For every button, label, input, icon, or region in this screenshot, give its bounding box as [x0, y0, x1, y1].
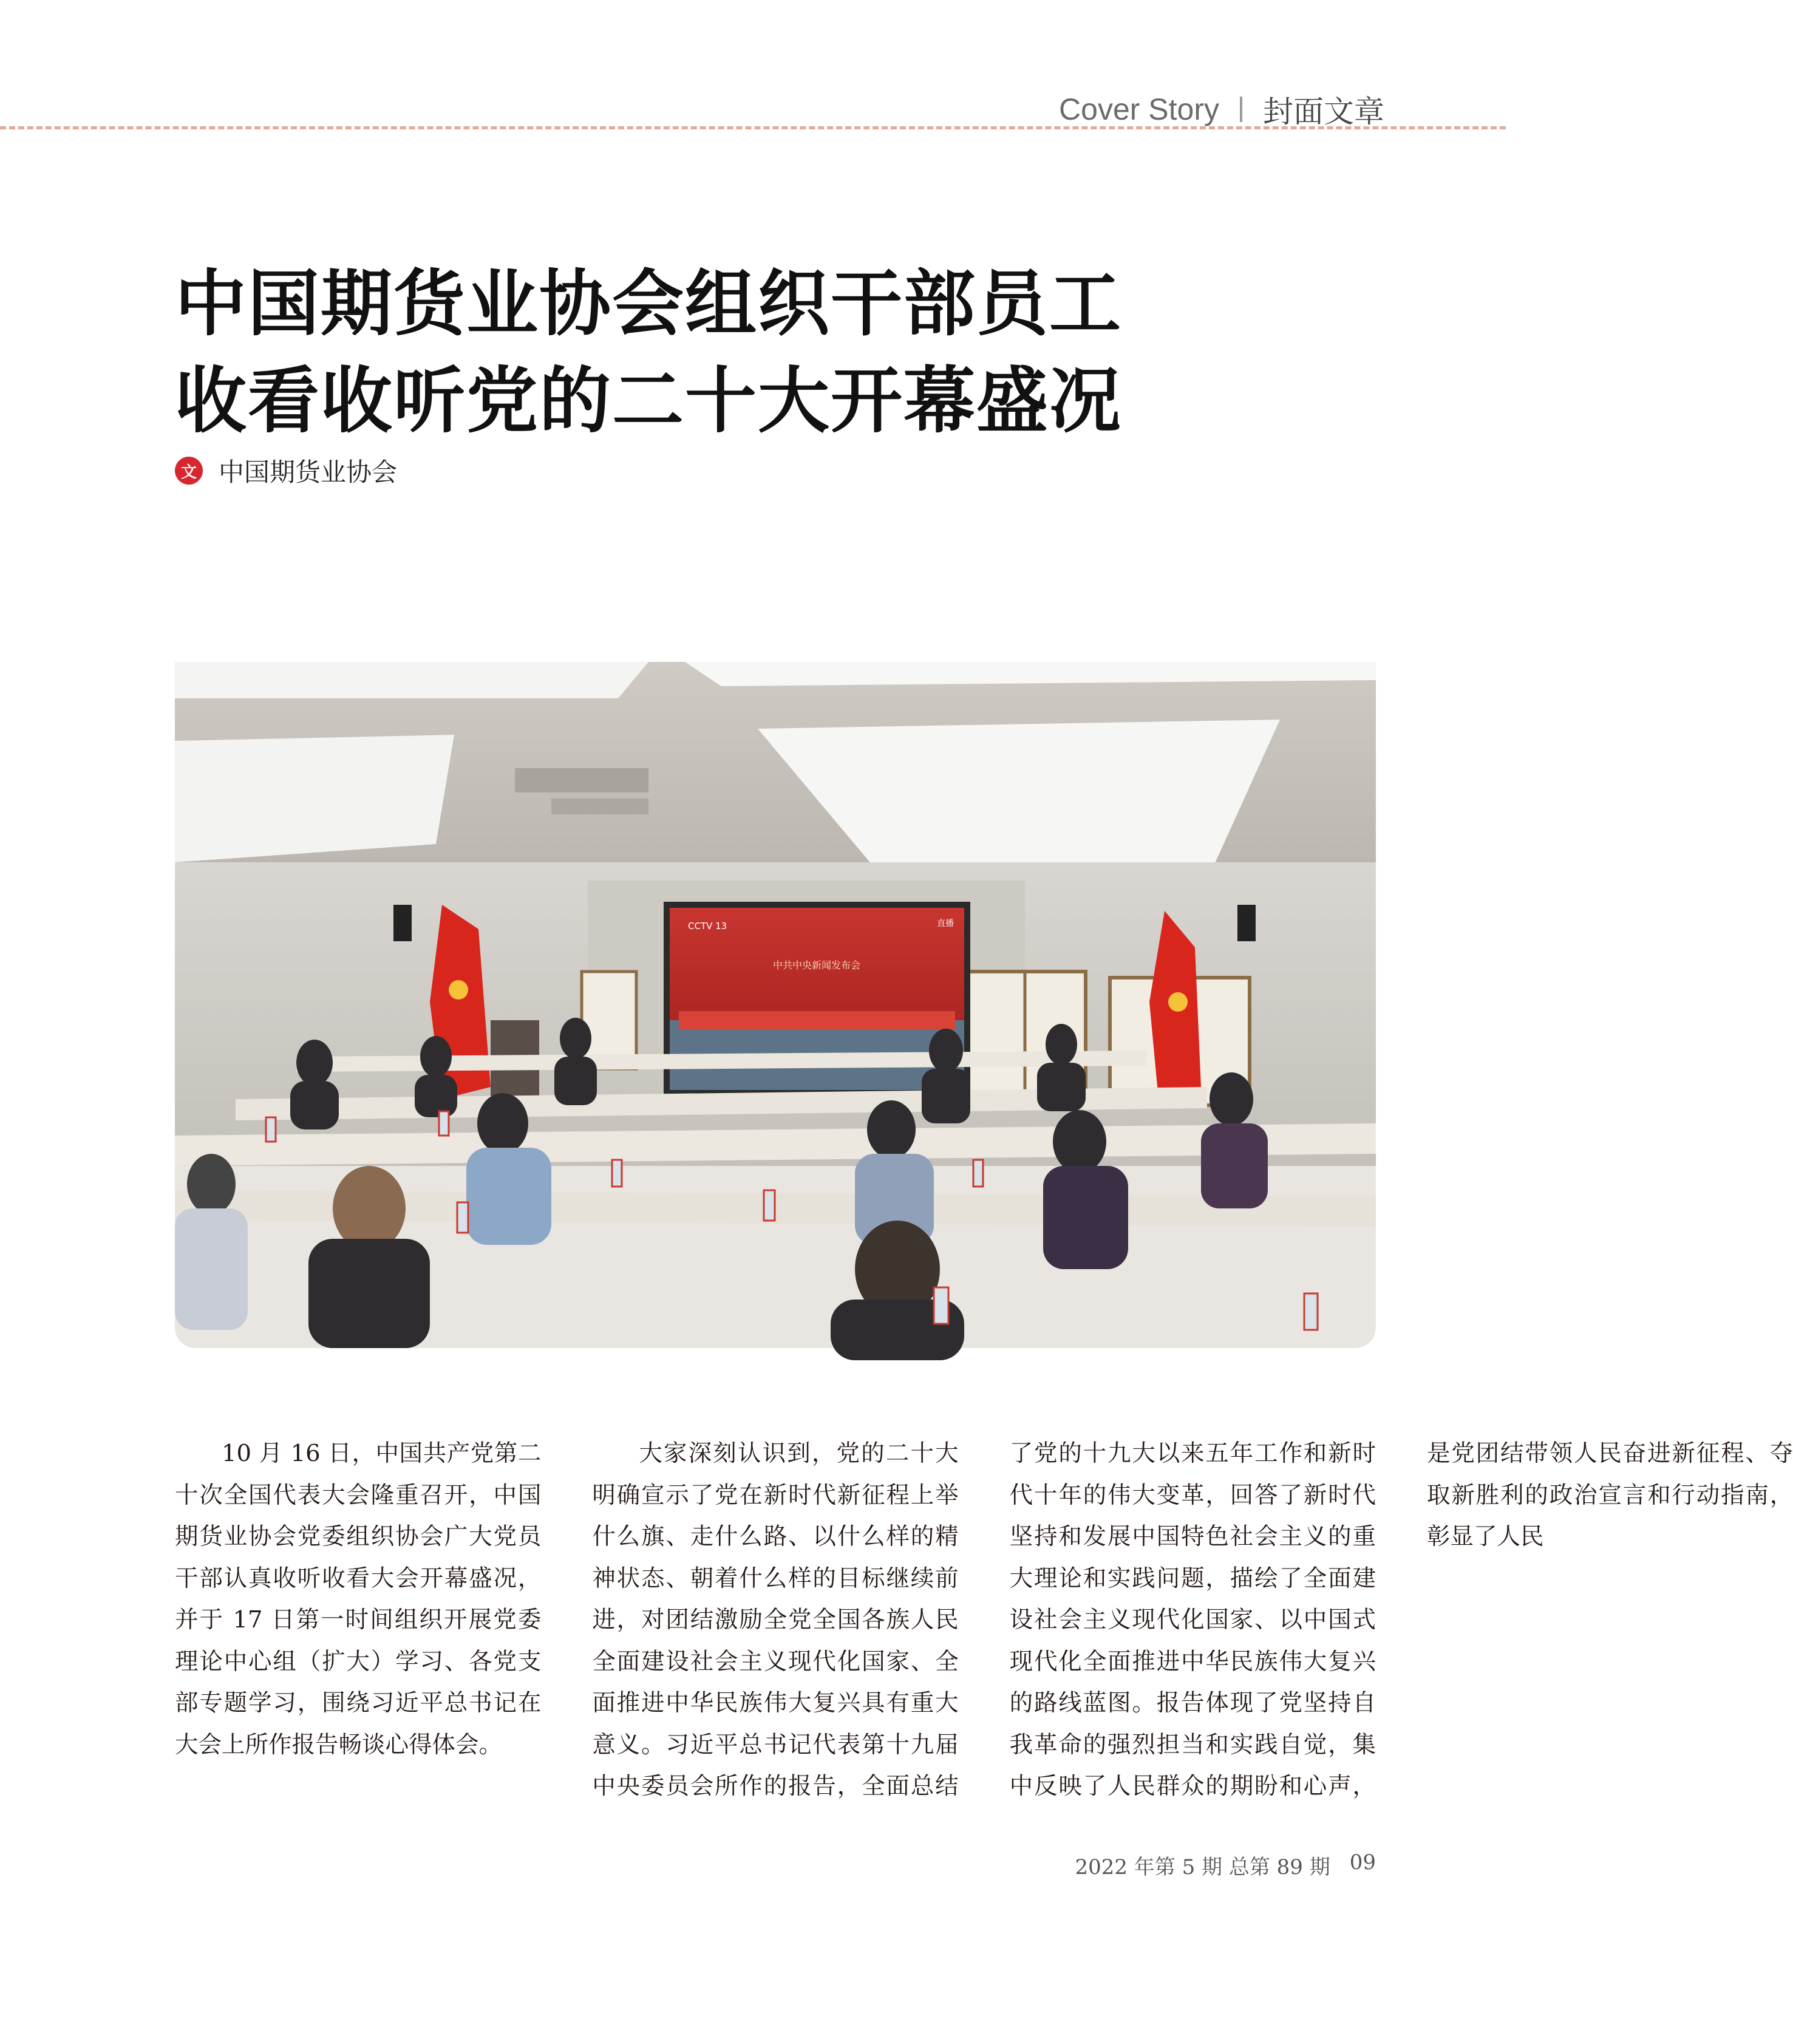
page-number: 09 [1349, 1850, 1376, 1875]
header-divider [1240, 97, 1242, 122]
byline [175, 452, 397, 489]
page-footer [1075, 1850, 1376, 1880]
title-line-2: 收看收听党的二十大开幕盛况 [175, 359, 1123, 443]
article-paragraph-1: 10 月 16 日，中国共产党第二十次全国代表大会隆重召开，中国期货业协会党委组织协会广大党员干部认真收听收看大会开幕盛况，并于 17 日第一时间组织开展党委理论中心组（扩大）学习、各党支部专题学习，围绕习近平总书记在大会上所作报告畅谈心得体会。 [175, 1440, 542, 1759]
author-badge-icon: 文 [175, 457, 203, 485]
live-label: 直播 [937, 919, 954, 928]
article-body [175, 1433, 1793, 1822]
channel-logo: CCTV 13 [688, 921, 727, 932]
section-label-cn: 封面文章 [1263, 94, 1384, 129]
section-label-en: Cover Story [1059, 92, 1219, 126]
title-line-1: 中国期货业协会组织干部员工 [175, 262, 1123, 346]
issue-info: 2022 年第 5 期 总第 89 期 [1075, 1855, 1330, 1879]
header-dashed-rule [0, 126, 1506, 129]
author-name: 中国期货业协会 [219, 457, 398, 487]
article-paragraph-2: 大家深刻认识到，党的二十大明确宣示了党在新时代新征程上举什么旗、走什么路、以什么样的精神状态、朝着什么样的目标继续前进，对团结激励全党全国各族人民全面建设社会主义现代化国家、全面推进中华民族伟大复兴具有重大意义。习近平总书记代表第十九届中央委员会所作的报告，全面总结了党的十九大以来五年工作和新时代十年的伟大变革，回答了新时代坚持和发展中国特色社会主义的重大理论和实践问题，描绘了全面建设社会主义现代化国家、以中国式现代化全面推进中华民族伟大复兴的路线蓝图。报告体现了党坚持自我革命的强烈担当和实践自觉，集中反映了人民群众的期盼和心声，是党团结带领人民奋进新征程、夺取新胜利的政治宣言和行动指南，彰显了人民 [592, 1440, 1793, 1800]
screen-caption: 中共中央新闻发布会 [772, 959, 861, 971]
meeting-photo [175, 662, 1376, 1348]
article-title [175, 255, 1329, 449]
